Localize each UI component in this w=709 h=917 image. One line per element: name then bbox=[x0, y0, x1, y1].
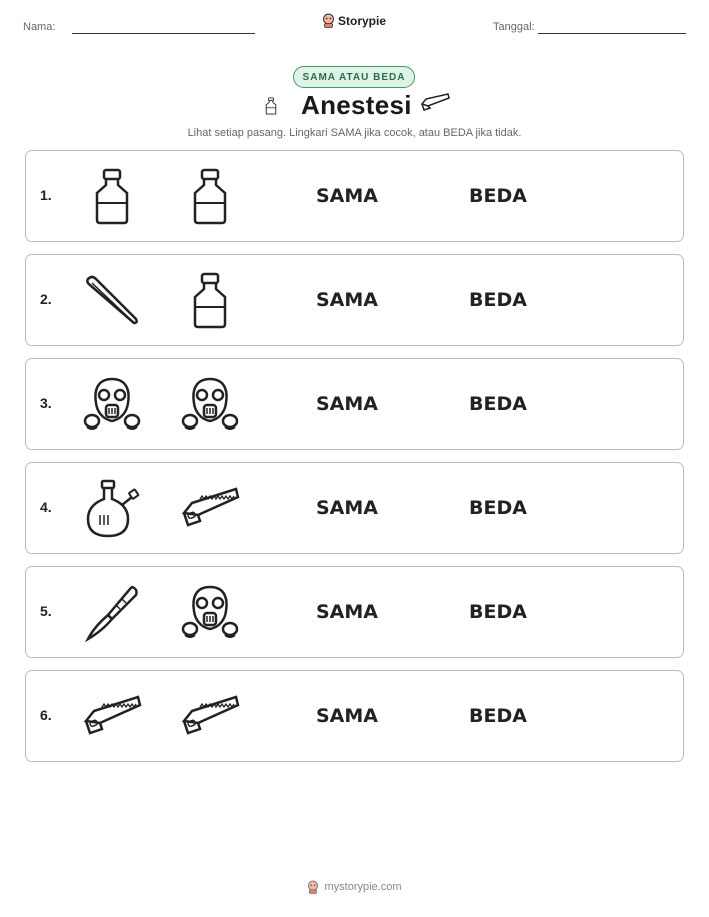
activity-badge: SAMA ATAU BEDA bbox=[293, 66, 415, 88]
same-option[interactable]: SAMA bbox=[316, 185, 379, 207]
same-option[interactable]: SAMA bbox=[316, 497, 379, 519]
same-option[interactable]: SAMA bbox=[316, 289, 379, 311]
footer-url: mystorypie.com bbox=[324, 881, 402, 893]
pair-card bbox=[25, 358, 684, 450]
pair-card bbox=[25, 254, 684, 346]
different-option[interactable]: BEDA bbox=[469, 289, 527, 311]
different-option[interactable]: BEDA bbox=[469, 705, 527, 727]
vial-icon bbox=[82, 167, 142, 227]
name-line[interactable] bbox=[72, 33, 255, 34]
different-option[interactable]: BEDA bbox=[469, 497, 527, 519]
vial-icon bbox=[262, 91, 280, 121]
gas-mask-icon bbox=[180, 583, 240, 643]
same-option[interactable]: SAMA bbox=[316, 601, 379, 623]
pair-number: 2. bbox=[40, 291, 52, 307]
footer bbox=[0, 880, 709, 894]
storypie-mascot-icon bbox=[322, 13, 335, 28]
pair-card bbox=[25, 566, 684, 658]
gas-mask-icon bbox=[82, 375, 142, 435]
vial-icon bbox=[180, 271, 240, 331]
different-option[interactable]: BEDA bbox=[469, 185, 527, 207]
brand-logo bbox=[322, 13, 386, 28]
date-line[interactable] bbox=[538, 33, 686, 34]
brand-name: Storypie bbox=[338, 13, 387, 28]
same-option[interactable]: SAMA bbox=[316, 705, 379, 727]
pair-number: 5. bbox=[40, 603, 52, 619]
pair-card bbox=[25, 150, 684, 242]
pair-number: 3. bbox=[40, 395, 52, 411]
different-option[interactable]: BEDA bbox=[469, 393, 527, 415]
pair-number: 6. bbox=[40, 707, 52, 723]
scalpel-icon bbox=[82, 583, 142, 643]
saw-icon bbox=[82, 687, 142, 747]
page-title: Anestesi bbox=[301, 90, 412, 120]
storypie-mascot-icon bbox=[307, 880, 319, 894]
pair-number: 1. bbox=[40, 187, 52, 203]
different-option[interactable]: BEDA bbox=[469, 601, 527, 623]
pair-card bbox=[25, 462, 684, 554]
instructions: Lihat setiap pasang. Lingkari SAMA jika cocok, atau BEDA jika tidak. bbox=[187, 127, 522, 139]
vial-icon bbox=[180, 167, 240, 227]
saw-icon bbox=[180, 479, 240, 539]
gas-mask-icon bbox=[180, 375, 240, 435]
saw-icon bbox=[180, 687, 240, 747]
title-row bbox=[0, 91, 709, 121]
same-option[interactable]: SAMA bbox=[316, 393, 379, 415]
pair-card bbox=[25, 670, 684, 762]
name-label: Nama: bbox=[23, 21, 56, 33]
flask-icon bbox=[82, 479, 142, 539]
saw-icon bbox=[420, 93, 450, 113]
pair-number: 4. bbox=[40, 499, 52, 515]
tweezers-icon bbox=[82, 271, 142, 331]
date-label: Tanggal: bbox=[493, 21, 535, 33]
